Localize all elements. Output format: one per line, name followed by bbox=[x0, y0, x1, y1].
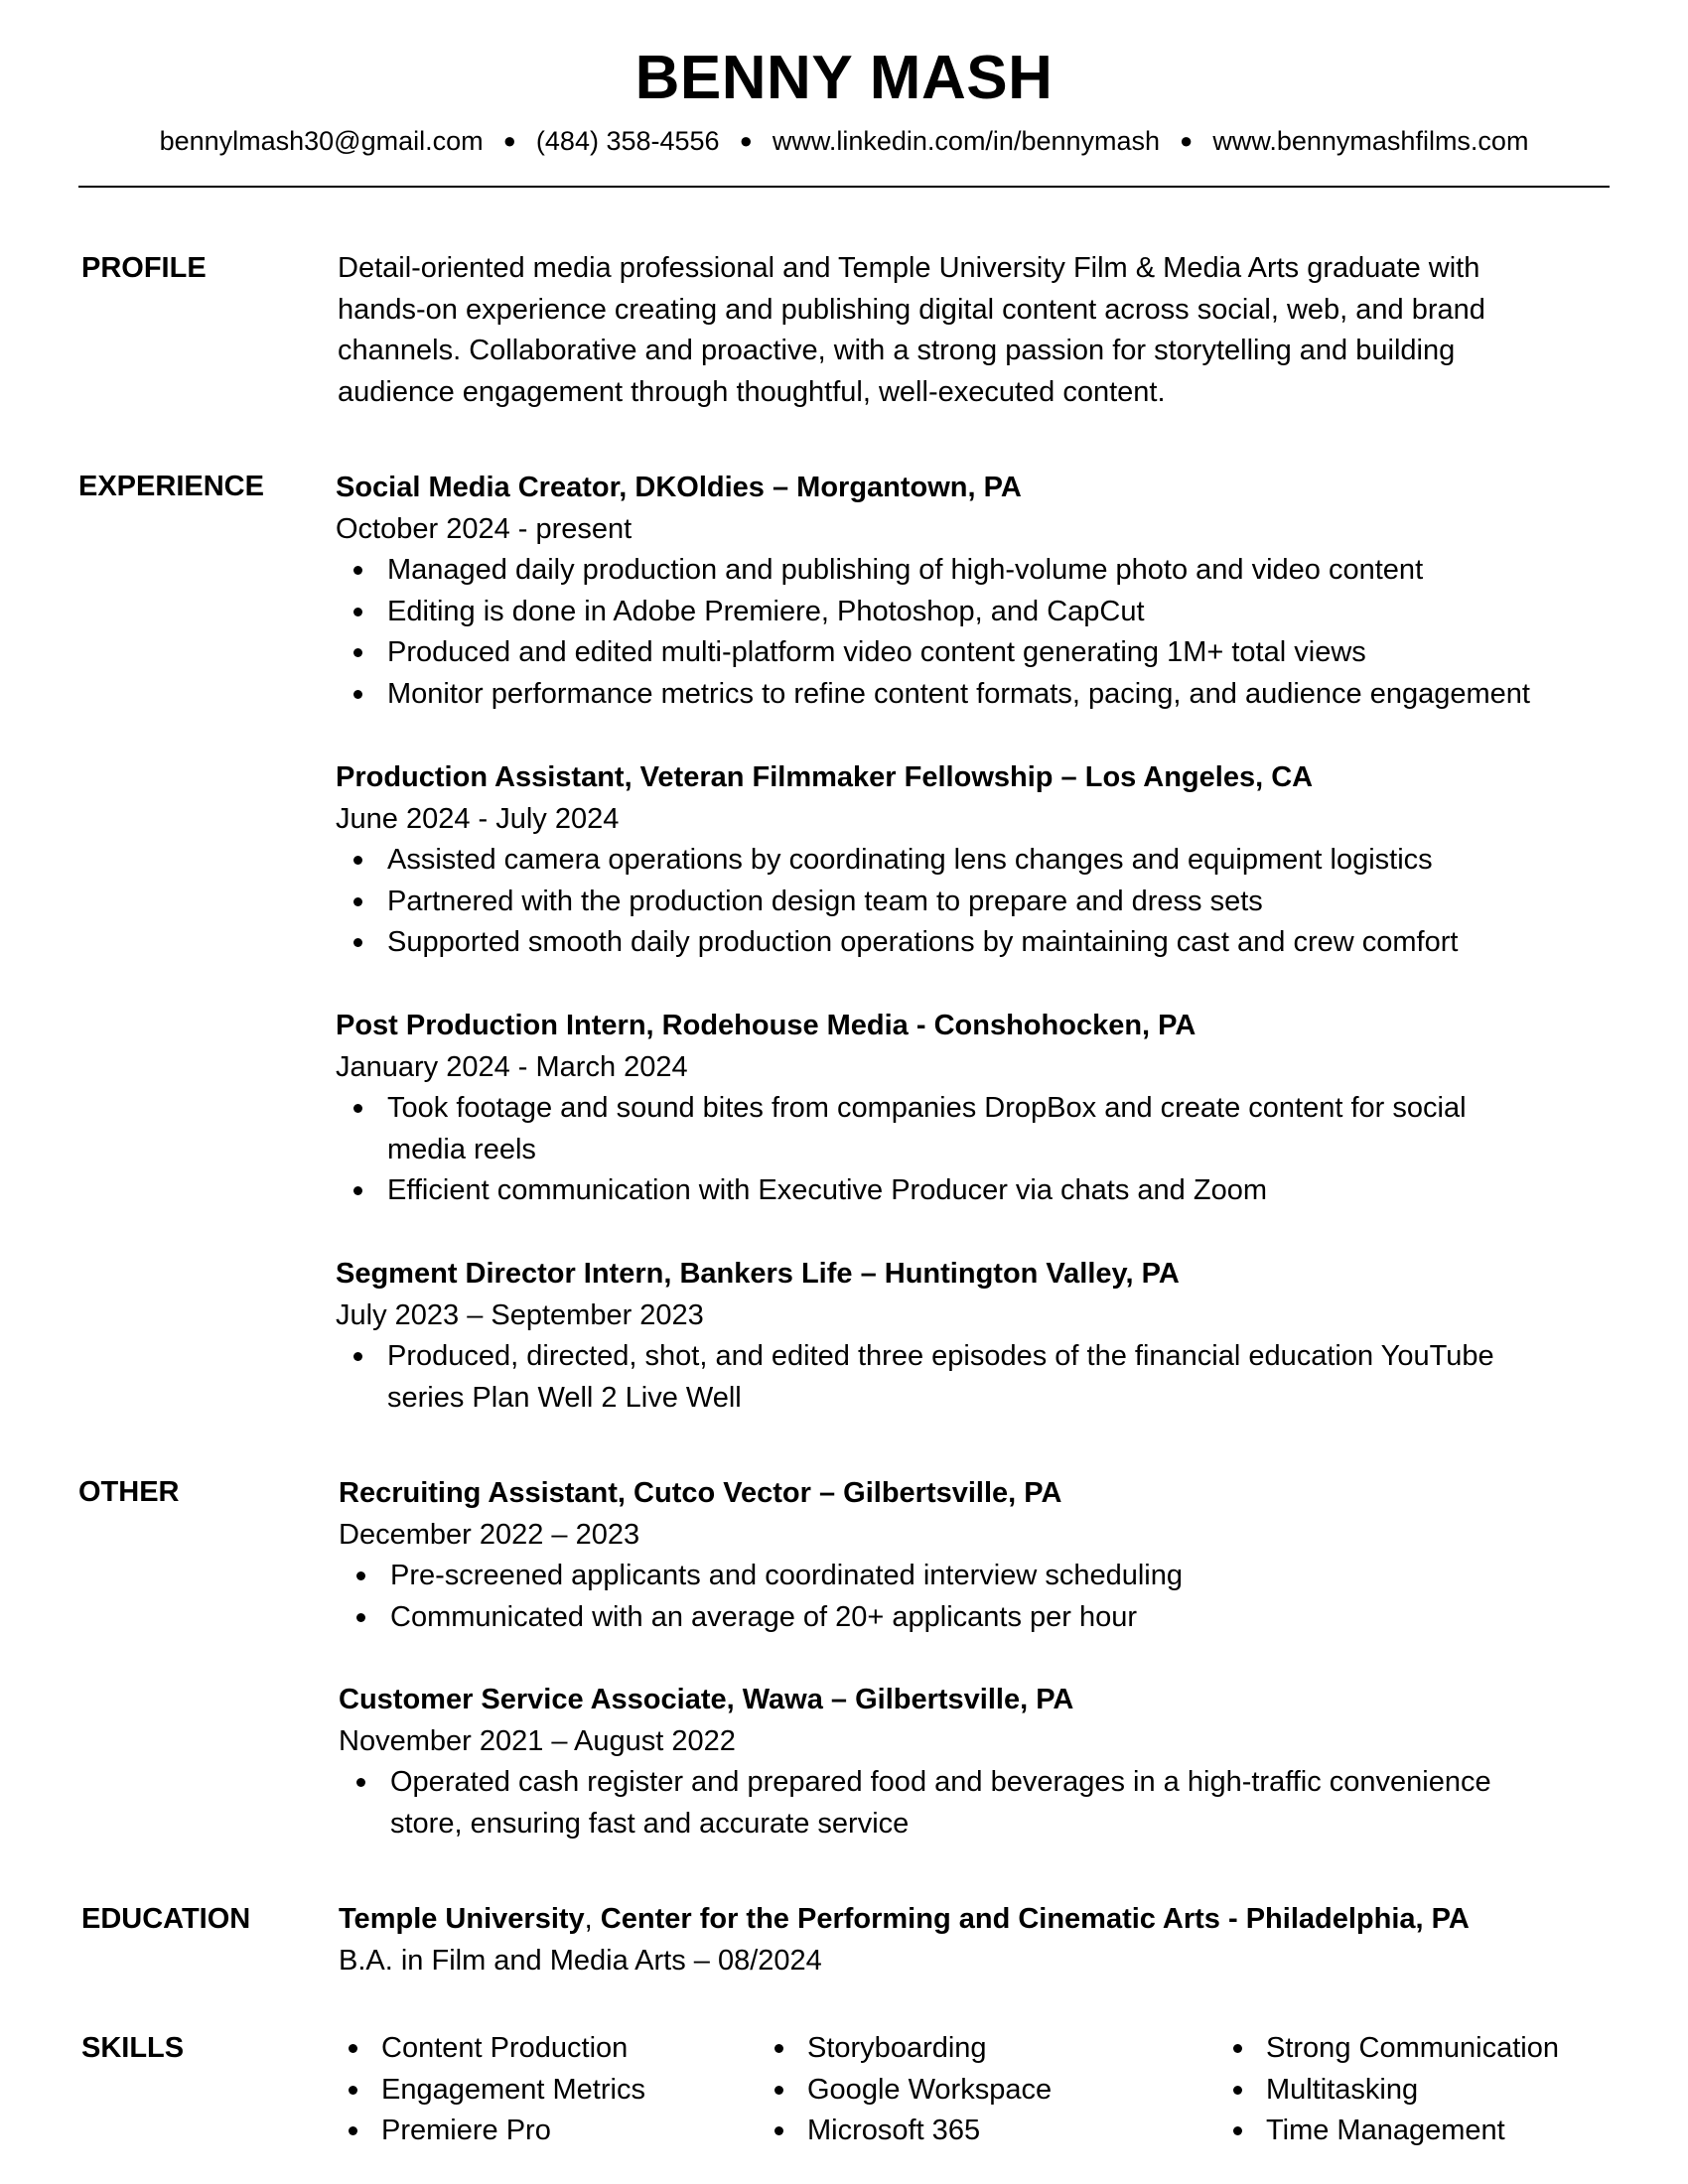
bullet-item: Communicated with an average of 20+ applicants per hour bbox=[339, 1597, 1619, 1639]
phone-number: (484) 358-4556 bbox=[535, 126, 720, 156]
skill-item: Time Management bbox=[1226, 2111, 1559, 2152]
bullet-icon bbox=[353, 608, 362, 616]
comma-separator: , bbox=[584, 1903, 593, 1935]
bullet-item: Assisted camera operations by coordinating lens changes and equipment logistics bbox=[336, 840, 1617, 882]
job-entry bbox=[336, 757, 1617, 964]
job-title: Segment Director Intern, Bankers Life – Huntington Valley, PA bbox=[336, 1258, 1180, 1290]
skill-item: Content Production bbox=[342, 2028, 645, 2070]
job-entry bbox=[336, 1006, 1617, 1212]
skill-item: Google Workspace bbox=[768, 2070, 1052, 2112]
bullet-icon bbox=[356, 1571, 365, 1580]
separator-dot-icon: ● bbox=[1180, 128, 1194, 153]
bullet-icon bbox=[1233, 2126, 1242, 2135]
section-label-other: OTHER bbox=[78, 1476, 180, 1508]
section-label-experience: EXPERIENCE bbox=[78, 471, 264, 502]
job-title: Post Production Intern, Rodehouse Media - Conshohocken, PA bbox=[336, 1010, 1196, 1041]
bullet-icon bbox=[1233, 2044, 1242, 2053]
school-name: Temple University bbox=[339, 1903, 585, 1935]
bullet-icon bbox=[349, 2126, 357, 2135]
job-bullets bbox=[336, 840, 1617, 964]
job-title: Social Media Creator, DKOldies – Morgantown, PA bbox=[336, 472, 1022, 503]
skill-item: Storyboarding bbox=[768, 2028, 1052, 2070]
job-entry bbox=[339, 1473, 1619, 1638]
section-label-profile: PROFILE bbox=[81, 252, 207, 284]
job-bullets bbox=[336, 1088, 1617, 1212]
bullet-icon bbox=[349, 2086, 357, 2095]
degree-line: B.A. in Film and Media Arts – 08/2024 bbox=[339, 1944, 822, 1977]
bullet-item: Editing is done in Adobe Premiere, Photoshop, and CapCut bbox=[336, 592, 1617, 633]
job-bullets bbox=[339, 1556, 1619, 1638]
job-bullets bbox=[336, 1336, 1617, 1419]
bullet-item: Monitor performance metrics to refine content formats, pacing, and audience engagement bbox=[336, 674, 1617, 716]
job-entry bbox=[339, 1680, 1619, 1844]
skills-column bbox=[768, 2028, 1052, 2152]
profile-summary bbox=[338, 248, 1618, 413]
bullet-icon bbox=[353, 1186, 362, 1195]
job-date: January 2024 - March 2024 bbox=[336, 1050, 688, 1083]
bullet-icon bbox=[353, 1352, 362, 1361]
job-date: October 2024 - present bbox=[336, 512, 633, 545]
bullet-icon bbox=[356, 1778, 365, 1787]
job-entry bbox=[336, 468, 1617, 716]
bullet-item: Produced and edited multi-platform video content generating 1M+ total views bbox=[336, 632, 1617, 674]
job-date: June 2024 - July 2024 bbox=[336, 802, 620, 835]
bullet-icon bbox=[774, 2126, 783, 2135]
skill-item: Premiere Pro bbox=[342, 2111, 645, 2152]
skills-column bbox=[1226, 2028, 1559, 2152]
bullet-icon bbox=[353, 856, 362, 865]
job-title: Recruiting Assistant, Cutco Vector – Gilbertsville, PA bbox=[339, 1477, 1062, 1509]
candidate-name: BENNY MASH bbox=[634, 44, 1054, 112]
job-title: Production Assistant, Veteran Filmmaker Fellowship – Los Angeles, CA bbox=[336, 761, 1314, 793]
bullet-icon bbox=[353, 566, 362, 575]
separator-dot-icon: ● bbox=[739, 128, 753, 153]
bullet-item: Supported smooth daily production operations by maintaining cast and crew comfort bbox=[336, 922, 1617, 964]
skills-column bbox=[342, 2028, 645, 2152]
bullet-item: Took footage and sound bites from companies DropBox and create content for social media reels bbox=[336, 1088, 1617, 1170]
bullet-item: Managed daily production and publishing of high-volume photo and video content bbox=[336, 550, 1617, 592]
job-bullets bbox=[339, 1762, 1619, 1844]
job-date: December 2022 – 2023 bbox=[339, 1518, 640, 1551]
section-label-education: EDUCATION bbox=[81, 1903, 251, 1935]
bullet-icon bbox=[1233, 2086, 1242, 2095]
education-entry bbox=[339, 1899, 1619, 1981]
bullet-item: Partnered with the production design team to prepare and dress sets bbox=[336, 882, 1617, 923]
profile-line: audience engagement through thoughtful, well-executed content. bbox=[338, 375, 1166, 408]
job-title: Customer Service Associate, Wawa – Gilbertsville, PA bbox=[339, 1684, 1074, 1715]
bullet-icon bbox=[353, 938, 362, 947]
bullet-item: Operated cash register and prepared food and beverages in a high-traffic convenience store, ensuring fast and accurate service bbox=[339, 1762, 1619, 1844]
linkedin-link[interactable]: www.linkedin.com/in/bennymash bbox=[772, 126, 1161, 156]
bullet-icon bbox=[353, 648, 362, 657]
profile-line: hands-on experience creating and publishing digital content across social, web, and brand bbox=[338, 293, 1485, 326]
website-link[interactable]: www.bennymashfilms.com bbox=[1212, 126, 1529, 156]
skill-item: Multitasking bbox=[1226, 2070, 1559, 2112]
bullet-item: Produced, directed, shot, and edited three episodes of the financial education YouTube series Plan Well 2 Live Well bbox=[336, 1336, 1617, 1419]
job-bullets bbox=[336, 550, 1617, 715]
bullet-icon bbox=[353, 690, 362, 699]
profile-line: Detail-oriented media professional and Temple University Film & Media Arts graduate with bbox=[338, 252, 1480, 284]
job-date: November 2021 – August 2022 bbox=[339, 1724, 736, 1757]
section-label-skills: SKILLS bbox=[81, 2032, 185, 2064]
school-center: Center for the Performing and Cinematic Arts - Philadelphia, PA bbox=[600, 1903, 1470, 1935]
bullet-icon bbox=[356, 1613, 365, 1622]
job-date: July 2023 – September 2023 bbox=[336, 1298, 704, 1331]
skill-item: Microsoft 365 bbox=[768, 2111, 1052, 2152]
bullet-item: Pre-screened applicants and coordinated interview scheduling bbox=[339, 1556, 1619, 1597]
email-link[interactable]: bennylmash30@gmail.com bbox=[159, 126, 484, 156]
bullet-icon bbox=[353, 1104, 362, 1113]
separator-dot-icon: ● bbox=[502, 128, 516, 153]
header-divider bbox=[78, 186, 1610, 188]
job-entry bbox=[336, 1254, 1617, 1419]
skill-item: Strong Communication bbox=[1226, 2028, 1559, 2070]
contact-line bbox=[0, 123, 1688, 159]
bullet-item: Efficient communication with Executive Producer via chats and Zoom bbox=[336, 1170, 1617, 1212]
education-school-line bbox=[339, 1899, 1619, 1941]
bullet-icon bbox=[349, 2044, 357, 2053]
bullet-icon bbox=[774, 2044, 783, 2053]
profile-line: channels. Collaborative and proactive, with a strong passion for storytelling and building bbox=[338, 335, 1456, 367]
bullet-icon bbox=[353, 897, 362, 906]
skill-item: Engagement Metrics bbox=[342, 2070, 645, 2112]
bullet-icon bbox=[774, 2086, 783, 2095]
